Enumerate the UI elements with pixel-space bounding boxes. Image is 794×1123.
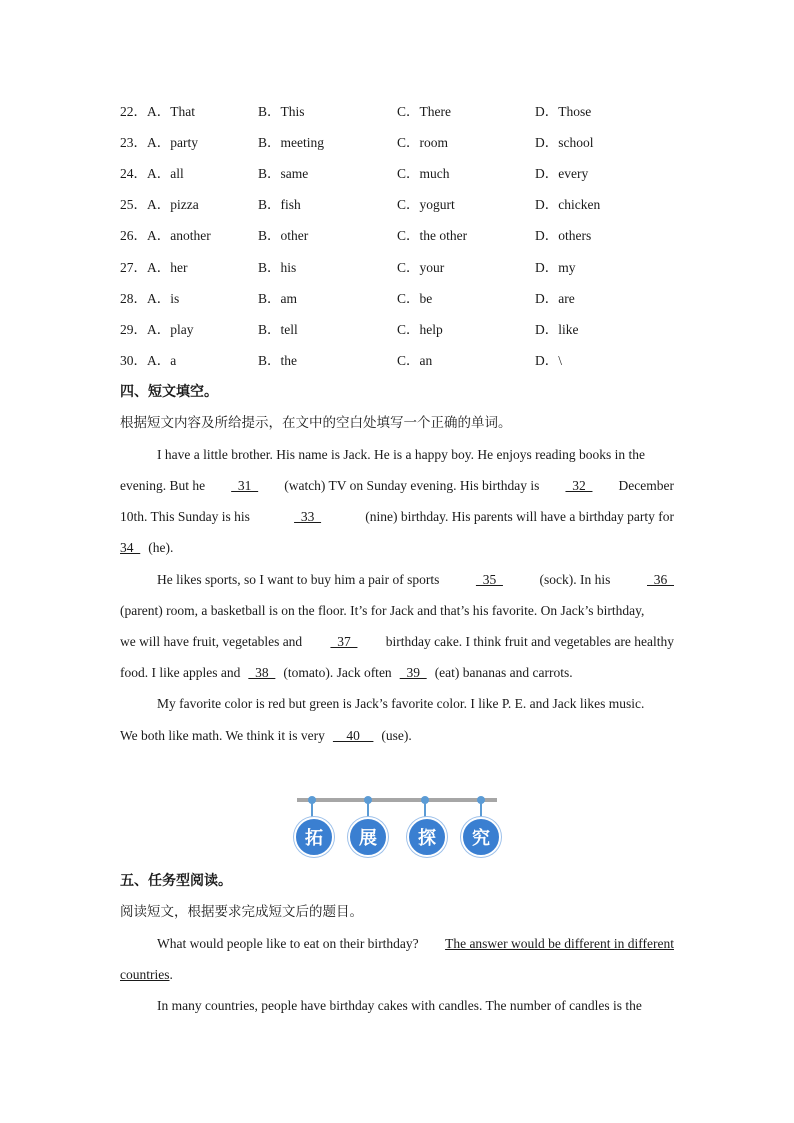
option-a[interactable] xyxy=(120,133,198,153)
blank-40[interactable]: 40 xyxy=(332,728,374,743)
section4-heading: 四、短文填空。 xyxy=(120,384,218,400)
passage-line xyxy=(120,965,173,985)
expand-explore-banner xyxy=(295,795,500,857)
passage-text: I have a little brother. His name is Jack. He is a happy boy. He enjoys reading books in the xyxy=(157,447,646,462)
option-d[interactable]: D．others xyxy=(535,228,592,244)
passage-text: What would people like to eat on their birthday? xyxy=(157,936,419,951)
question-number: 27． xyxy=(120,259,147,275)
banner-rail xyxy=(297,798,497,802)
option-a[interactable] xyxy=(120,102,195,122)
option-a[interactable] xyxy=(120,289,179,309)
passage-text: 10th. This Sunday is his xyxy=(120,509,250,524)
section5-heading: 五、任务型阅读。 xyxy=(120,873,232,889)
passage-text: (sock). In his xyxy=(539,572,611,587)
option-d[interactable]: D．like xyxy=(535,321,579,337)
option-c[interactable]: C．the other xyxy=(397,228,468,244)
option-a[interactable] xyxy=(120,164,184,184)
option-d[interactable]: D．\ xyxy=(535,352,562,368)
blank-35[interactable]: 35 xyxy=(475,572,503,587)
passage-line xyxy=(120,601,674,621)
passage-text: (use). xyxy=(381,728,412,743)
option-text: A．another xyxy=(147,228,211,244)
passage-text: (tomato). Jack often xyxy=(283,665,392,680)
option-d[interactable]: D．every xyxy=(535,166,589,182)
option-c[interactable]: C．yogurt xyxy=(397,197,455,213)
option-d[interactable]: D．school xyxy=(535,135,594,151)
passage-text: He likes sports, so I want to buy him a pair of sports xyxy=(157,572,440,587)
option-text: A．a xyxy=(147,352,177,368)
passage-line xyxy=(120,538,674,558)
passage-line xyxy=(120,663,573,683)
option-c[interactable]: C．much xyxy=(397,166,450,182)
option-b[interactable]: B．the xyxy=(258,352,297,368)
banner-badge: 拓 xyxy=(294,817,334,857)
banner-stem xyxy=(424,802,426,818)
passage-text: In many countries, people have birthday cakes with candles. The number of candles is the xyxy=(157,998,642,1013)
passage-text: we will have fruit, vegetables and xyxy=(120,634,303,649)
banner-stem xyxy=(367,802,369,818)
option-b[interactable]: B．tell xyxy=(258,321,298,337)
option-d[interactable]: D．chicken xyxy=(535,197,601,213)
option-c[interactable]: C．be xyxy=(397,290,433,306)
passage-text: . xyxy=(169,967,173,982)
question-number: 25． xyxy=(120,197,147,213)
passage-text: My favorite color is red but green is Jack’s favorite color. I like P. E. and Jack likes music. xyxy=(157,696,645,711)
question-number: 28． xyxy=(120,290,147,306)
banner-stem xyxy=(480,802,482,818)
option-c[interactable]: C．your xyxy=(397,259,445,275)
blank-37[interactable]: 37 xyxy=(330,634,358,649)
blank-31[interactable]: 31 xyxy=(231,478,259,493)
passage-text: evening. But he xyxy=(120,478,206,493)
option-d[interactable]: D．are xyxy=(535,290,575,306)
passage-text: (nine) birthday. His parents will have a birthday party for xyxy=(365,509,674,524)
option-a[interactable] xyxy=(120,195,199,215)
passage-line xyxy=(120,476,674,496)
blank-33[interactable]: 33 xyxy=(294,509,322,524)
option-c[interactable]: C．help xyxy=(397,321,443,337)
option-text: A．her xyxy=(147,259,188,275)
blank-38[interactable]: 38 xyxy=(248,665,276,680)
passage-line xyxy=(157,694,674,714)
option-a[interactable] xyxy=(120,351,176,371)
option-b[interactable]: B．meeting xyxy=(258,135,324,151)
question-number: 26． xyxy=(120,228,147,244)
underlined-sentence: The answer would be different in different xyxy=(445,936,674,951)
question-number: 24． xyxy=(120,166,147,182)
blank-34[interactable]: 34 xyxy=(120,540,141,555)
underlined-sentence: countries xyxy=(120,967,170,982)
passage-text: (eat) bananas and carrots. xyxy=(434,665,573,680)
option-c[interactable]: C．There xyxy=(397,104,451,119)
blank-39[interactable]: 39 xyxy=(399,665,427,680)
banner-badge: 展 xyxy=(348,817,388,857)
question-number: 29． xyxy=(120,321,147,337)
passage-text: December xyxy=(618,478,674,493)
passage-text: We both like math. We think it is very xyxy=(120,728,325,743)
option-text: A．is xyxy=(147,290,180,306)
option-b[interactable]: B．his xyxy=(258,259,297,275)
passage-text: (parent) room, a basketball is on the floor. It’s for Jack and that’s his favorite. On Jack’s birthday, xyxy=(120,603,645,618)
banner-badge: 究 xyxy=(461,817,501,857)
option-text: A．That xyxy=(147,104,195,119)
passage-text: (he). xyxy=(148,540,174,555)
option-b[interactable]: B．same xyxy=(258,166,309,182)
passage-text: (watch) TV on Sunday evening. His birthday is xyxy=(284,478,540,493)
blank-32[interactable]: 32 xyxy=(565,478,593,493)
section4-instruction: 根据短文内容及所给提示，在文中的空白处填写一个正确的单词。 xyxy=(120,415,512,431)
option-a[interactable] xyxy=(120,226,211,246)
option-a[interactable] xyxy=(120,258,188,278)
passage-line xyxy=(157,445,674,465)
option-c[interactable]: C．room xyxy=(397,135,449,151)
passage-line xyxy=(157,570,674,590)
passage-text: food. I like apples and xyxy=(120,665,241,680)
passage-text: birthday cake. I think fruit and vegetables are healthy xyxy=(385,634,674,649)
option-b[interactable]: B．This xyxy=(258,104,305,119)
option-text: A．play xyxy=(147,321,194,337)
question-number: 30． xyxy=(120,352,147,368)
option-text: A．pizza xyxy=(147,197,199,213)
option-b[interactable]: B．other xyxy=(258,228,309,244)
passage-line xyxy=(120,632,674,652)
option-d[interactable]: D．Those xyxy=(535,104,592,119)
section5-instruction: 阅读短文，根据要求完成短文后的题目。 xyxy=(120,904,363,920)
option-text: A．all xyxy=(147,166,184,182)
option-d[interactable]: D．my xyxy=(535,259,576,275)
banner-badge: 探 xyxy=(407,817,447,857)
blank-36[interactable]: 36 xyxy=(647,572,674,587)
passage-line xyxy=(157,996,674,1016)
option-text: A．party xyxy=(147,135,198,151)
question-number: 22． xyxy=(120,104,147,119)
banner-stem xyxy=(311,802,313,818)
option-c[interactable]: C．an xyxy=(397,352,433,368)
passage-line xyxy=(157,934,674,954)
passage-line xyxy=(120,726,412,746)
option-a[interactable] xyxy=(120,320,194,340)
option-b[interactable]: B．fish xyxy=(258,197,301,213)
question-number: 23． xyxy=(120,135,147,151)
option-b[interactable]: B．am xyxy=(258,290,297,306)
passage-line xyxy=(120,507,674,527)
